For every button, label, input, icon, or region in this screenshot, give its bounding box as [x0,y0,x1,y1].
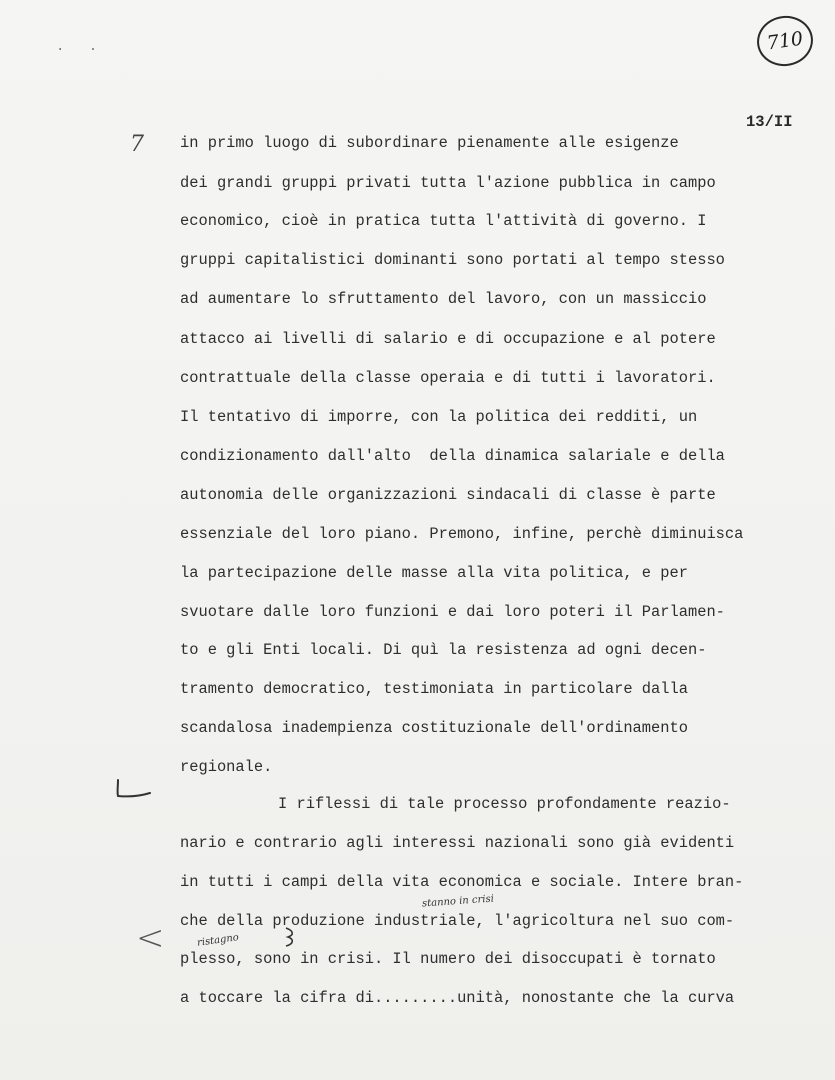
paragraph-bracket-icon [112,778,156,802]
margin-mark-top: 7 [130,132,144,157]
text-line: in tutti i campi della vita economica e sociale. Intere bran- [180,873,744,891]
text-line: attacco ai livelli di salario e di occupazione e al potere [180,330,716,348]
text-line: regionale. [180,758,273,776]
text-line: a toccare la cifra di.........unità, nonostante che la curva [180,989,735,1007]
page-id-stamp: 710 [754,12,816,69]
text-line: in primo luogo di subordinare pienamente alle esigenze [180,134,679,152]
text-line: la partecipazione delle masse alla vita politica, e per [180,564,688,582]
insertion-caret-icon [282,926,298,948]
text-line: svuotare dalle loro funzioni e dai loro poteri il Parlamen- [180,603,725,621]
scan-dots: · · [56,42,106,58]
text-line: tramento democratico, testimoniata in particolare dalla [180,680,688,698]
text-line: che della produzione industriale, l'agricoltura nel suo com- [180,912,735,930]
text-line: ad aumentare lo sfruttamento del lavoro, con un massiccio [180,290,707,308]
text-line: essenziale del loro piano. Premono, infine, perchè diminuisca [180,525,744,543]
margin-mark-bottom: < [136,918,165,958]
handwritten-insert: stanno in crisi [421,893,495,910]
text-line: plesso, sono in crisi. Il numero dei disoccupati è tornato [180,950,716,968]
page-number: 13/II [746,113,793,131]
text-line: autonomia delle organizzazioni sindacali di classe è parte [180,486,716,504]
text-line: dei grandi gruppi privati tutta l'azione pubblica in campo [180,174,716,192]
text-line: gruppi capitalistici dominanti sono portati al tempo stesso [180,251,725,269]
handwritten-margin-word: ristagno [196,932,240,949]
text-line: economico, cioè in pratica tutta l'attività di governo. I [180,212,707,230]
text-line: condizionamento dall'alto della dinamica salariale e della [180,447,725,465]
text-line: Il tentativo di imporre, con la politica dei redditi, un [180,408,698,426]
text-line: contrattuale della classe operaia e di tutti i lavoratori. [180,369,716,387]
text-line: nario e contrario agli interessi nazionali sono già evidenti [180,834,735,852]
text-line: I riflessi di tale processo profondamente reazio- [278,795,731,813]
text-line: to e gli Enti locali. Di quì la resistenza ad ogni decen- [180,641,707,659]
text-line: scandalosa inadempienza costituzionale dell'ordinamento [180,719,688,737]
